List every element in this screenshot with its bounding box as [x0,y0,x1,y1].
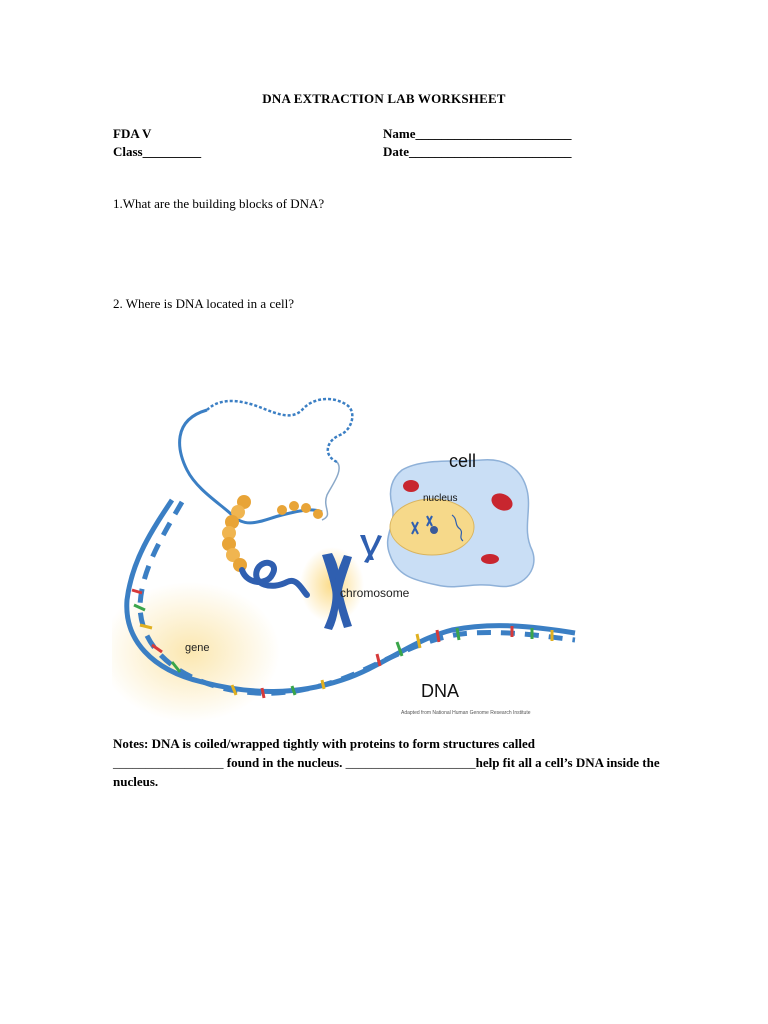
chromosome-label: chromosome [340,586,410,600]
notes-blank-1: _________________ [113,755,224,770]
supercoil [242,563,307,595]
cell-label: cell [449,451,477,471]
histone-coil [222,495,251,572]
notes-blank-2: ____________________ [342,755,476,770]
small-chromosome [360,535,382,563]
dna-label: DNA [421,681,460,701]
worksheet-title: DNA EXTRACTION LAB WORKSHEET [262,91,506,106]
notes-text-2: found in the nucleus. [223,755,343,770]
nucleus-label: nucleus [423,493,458,504]
date-field: Date_________________________ [383,144,572,159]
notes-text-3: help fit all a cell’s DNA inside the nucleus. [113,755,660,789]
dna-thin-strand [322,462,339,520]
dna-loop-strand-top [207,399,352,462]
dna-figure [112,390,592,725]
notes-text-1: Notes: DNA is coiled/wrapped tightly with proteins to form structures called [113,736,535,751]
notes-section [113,734,673,791]
class-field: Class_________ [113,144,202,159]
figure-credit: Adapted from National Human Genome Research Institute [401,710,531,716]
question-2: 2. Where is DNA located in a cell? [113,296,294,311]
dna-loop-strand [180,410,322,523]
gene-label: gene [185,642,210,654]
course-label: FDA V [113,126,152,141]
name-field: Name________________________ [383,126,572,141]
question-1: 1.What are the building blocks of DNA? [113,196,325,211]
